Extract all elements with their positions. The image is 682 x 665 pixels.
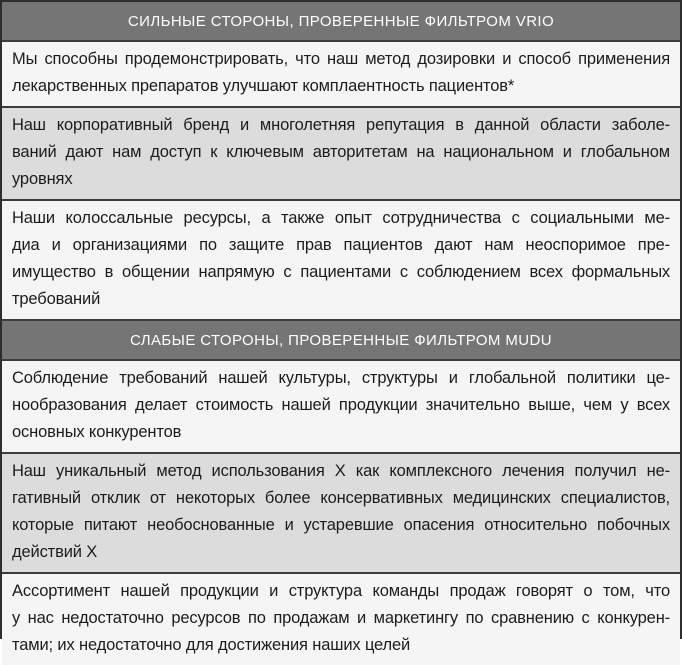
- row-line: Наши колоссальные ресурсы, а также опыт сотрудничества с социальными ме-: [12, 209, 670, 227]
- row-line: Соблюдение требований нашей культуры, структуры и глобальной политики це-: [12, 369, 670, 387]
- row-line: основных конкурентов: [12, 423, 182, 441]
- row-line: Наш уникальный метод использования X как комплексного лечения получил не-: [12, 462, 670, 480]
- row-line: имущество в общении напрямую с пациентами с соблюдением всех формальных: [12, 263, 670, 281]
- row-line: гативный отклик от некоторых более консервативных медицинских специалистов,: [12, 489, 670, 507]
- row-line: которые питают необоснованные и устаревшие опасения относительно побочных: [12, 516, 670, 534]
- row-line: ваний дают нам доступ к ключевым авторитетам на национальном и глобальном: [12, 143, 670, 161]
- row-line: уровнях: [12, 170, 73, 188]
- row-line: действий X: [12, 543, 98, 561]
- row-line: Мы способны продемонстрировать, что наш метод дозировки и способ применения: [12, 50, 670, 68]
- table-row: [2, 572, 680, 665]
- row-line: тами; их недостаточно для достижения наших целей: [12, 636, 411, 654]
- section-header-strengths-vrio: СИЛЬНЫЕ СТОРОНЫ, ПРОВЕРЕННЫЕ ФИЛЬТРОМ VRIO: [2, 2, 680, 40]
- table-row: [2, 199, 680, 319]
- table-row: [2, 40, 680, 106]
- table-row: [2, 359, 680, 452]
- section-header-weaknesses-mudu: СЛАБЫЕ СТОРОНЫ, ПРОВЕРЕННЫЕ ФИЛЬТРОМ MUDU: [2, 319, 680, 359]
- table-row: [2, 452, 680, 572]
- row-line: требований: [12, 290, 101, 308]
- row-line: Ассортимент нашей продукции и структура команды продаж говорят о том, что: [12, 582, 670, 600]
- table-row: [2, 106, 680, 199]
- row-line: диа и организациями по защите прав пациентов дают нам неоспоримое пре-: [12, 236, 670, 254]
- row-line: Наш корпоративный бренд и многолетняя репутация в данной области заболе-: [12, 116, 670, 134]
- row-line: лекарственных препаратов улучшают комплаентность пациентов*: [12, 77, 515, 95]
- row-line: у нас недостаточно ресурсов по продажам и маркетингу по сравнению с конкурен-: [12, 609, 670, 627]
- row-line: нообразования делает стоимость нашей продукции значительно выше, чем у всех: [12, 396, 670, 414]
